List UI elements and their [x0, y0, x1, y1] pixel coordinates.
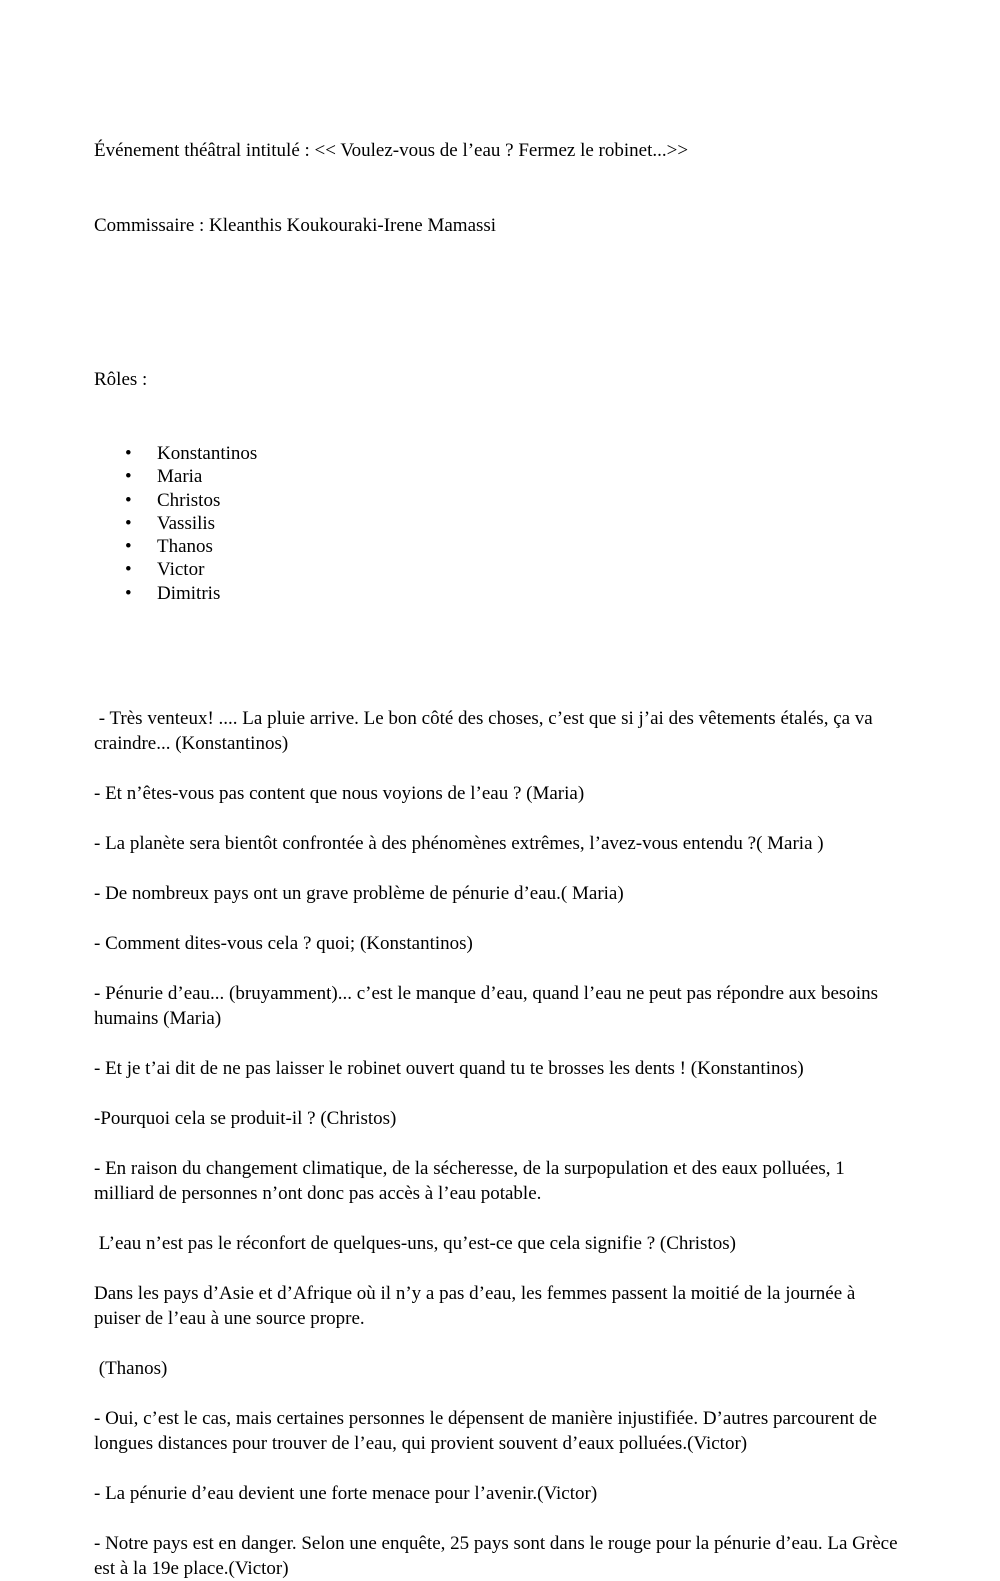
- role-item: • Thanos: [94, 535, 905, 558]
- dialogue-paragraph: -Pourquoi cela se produit-il ? (Christos): [94, 1108, 397, 1130]
- dialogue-paragraph: - Notre pays est en danger. Selon une enquête, 25 pays sont dans le rouge pour la pénurie d’eau. La Grèce est à la 19e place.(Victor): [94, 1533, 903, 1580]
- dialogue-paragraph: - La planète sera bientôt confrontée à des phénomènes extrêmes, l’avez-vous entendu ?( Maria ): [94, 833, 824, 855]
- roles-label: Rôles :: [94, 369, 148, 390]
- role-item: • Victor: [94, 558, 905, 581]
- dialogue-paragraph: - Oui, c’est le cas, mais certaines personnes le dépensent de manière injustifiée. D’autres parcourent de longues distances pour trouver de l’eau, qui provient souvent d’eaux polluées.(Victor): [94, 1408, 882, 1455]
- role-item: • Vassilis: [94, 512, 905, 535]
- dialogue-paragraph: - De nombreux pays ont un grave problème de pénurie d’eau.( Maria): [94, 883, 624, 905]
- dialogue-paragraph: - En raison du changement climatique, de la sécheresse, de la surpopulation et des eaux polluées, 1 milliard de personnes n’ont donc pas accès à l’eau potable.: [94, 1158, 850, 1205]
- document-header: [94, 88, 905, 288]
- curator-line: Commissaire : Kleanthis Koukouraki-Irene Mamassi: [94, 215, 497, 236]
- dialogue-paragraph: - Comment dites-vous cela ? quoi; (Konstantinos): [94, 933, 473, 955]
- dialogue-paragraph: (Thanos): [94, 1358, 168, 1380]
- roles-list: [94, 442, 905, 605]
- dialogue-paragraph: - Pénurie d’eau... (bruyamment)... c’est le manque d’eau, quand l’eau ne peut pas répondre aux besoins humains (Maria): [94, 983, 883, 1030]
- role-item: • Konstantinos: [94, 442, 905, 465]
- dialogue-paragraph: Dans les pays d’Asie et d’Afrique où il n’y a pas d’eau, les femmes passent la moitié de la journée à puiser de l’eau à une source propre.: [94, 1283, 861, 1330]
- dialogue-paragraph: - La pénurie d’eau devient une forte menace pour l’avenir.(Victor): [94, 1483, 598, 1505]
- dialogue-paragraph: - Et je t’ai dit de ne pas laisser le robinet ouvert quand tu te brosses les dents ! (Konstantinos): [94, 1058, 804, 1080]
- dialogue-section: [94, 706, 905, 1581]
- dialogue-paragraph: L’eau n’est pas le réconfort de quelques-uns, qu’est-ce que cela signifie ? (Christos): [94, 1233, 736, 1255]
- dialogue-paragraph: - Et n’êtes-vous pas content que nous voyions de l’eau ? (Maria): [94, 783, 585, 805]
- roles-section: [94, 317, 905, 655]
- role-item: • Maria: [94, 465, 905, 488]
- dialogue-paragraph: - Très venteux! .... La pluie arrive. Le bon côté des choses, c’est que si j’ai des vêtements étalés, ça va craindre... (Konstantinos): [94, 708, 878, 755]
- role-item: • Dimitris: [94, 582, 905, 605]
- role-item: • Christos: [94, 489, 905, 512]
- event-title-line: Événement théâtral intitulé : << Voulez-vous de l’eau ? Fermez le robinet...>>: [94, 140, 689, 161]
